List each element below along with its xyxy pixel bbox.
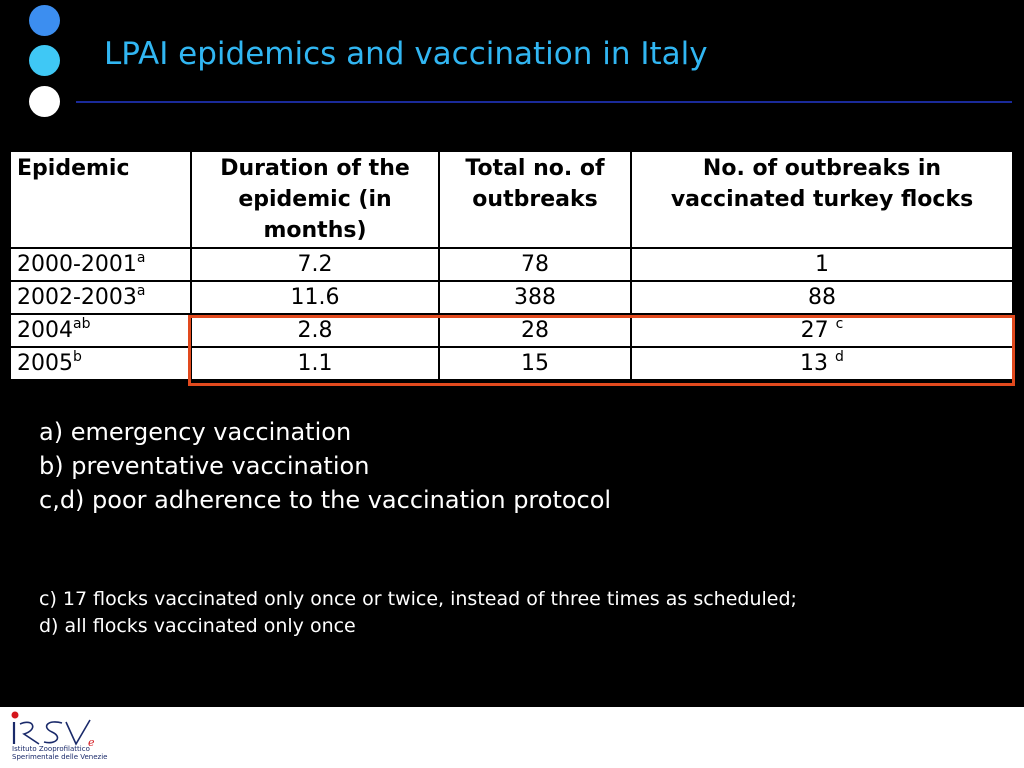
cell-duration: 11.6 <box>191 281 439 314</box>
footnote-marker: c <box>835 316 844 332</box>
decor-dot-white <box>29 86 60 117</box>
footer-bar <box>0 707 1024 768</box>
cell-epidemic: $2004^{ab}$ <box>10 314 191 347</box>
footnote-marker: a <box>136 283 146 299</box>
cell-vaccinated: 13 $^d$ <box>631 347 1013 380</box>
slide-title: LPAI epidemics and vaccination in Italy <box>104 36 708 72</box>
footnote-marker: d <box>835 349 844 365</box>
note-a: a) emergency vaccination <box>39 418 352 446</box>
cell-epidemic: 2002-2003$^a$ <box>10 281 191 314</box>
cell-total: 28 <box>439 314 631 347</box>
note-b: b) preventative vaccination <box>39 452 370 480</box>
title-underline <box>76 101 1012 103</box>
header-vaccinated-outbreaks: No. of outbreaks in vaccinated turkey flocks <box>631 151 1013 248</box>
logo-caption: Istituto Zooprofilattico Sperimentale delle Venezie <box>12 745 108 761</box>
header-duration: Duration of the epidemic (in months) <box>191 151 439 248</box>
table-row <box>10 248 1013 281</box>
footnote-marker: a <box>136 250 146 266</box>
note-c: c) 17 flocks vaccinated only once or twice, instead of three times as scheduled; <box>39 588 797 610</box>
cell-total: 15 <box>439 347 631 380</box>
header-total-outbreaks: Total no. of outbreaks <box>439 151 631 248</box>
footnote-marker: b <box>73 349 82 365</box>
table-row <box>10 347 1013 380</box>
decor-dot-cyan <box>29 45 60 76</box>
note-cd: c,d) poor adherence to the vaccination protocol <box>39 486 612 514</box>
table-header-row <box>10 151 1013 248</box>
cell-total: 78 <box>439 248 631 281</box>
cell-duration: 1.1 <box>191 347 439 380</box>
footnotes-detail <box>39 586 797 640</box>
cell-duration: 2.8 <box>191 314 439 347</box>
cell-total: 388 <box>439 281 631 314</box>
cell-epidemic: 2000-2001$^a$ <box>10 248 191 281</box>
table-row <box>10 314 1013 347</box>
footnotes-main <box>39 415 611 517</box>
cell-vaccinated: 27 $^c$ <box>631 314 1013 347</box>
note-d: d) all flocks vaccinated only once <box>39 615 356 637</box>
cell-vaccinated: 88 <box>631 281 1013 314</box>
cell-epidemic: 2005$^b$ <box>10 347 191 380</box>
cell-vaccinated: 1 <box>631 248 1013 281</box>
footnote-marker: ab <box>73 316 91 332</box>
header-epidemic: Epidemic <box>10 151 191 248</box>
outbreaks-table <box>9 150 1014 381</box>
table-row <box>10 281 1013 314</box>
svg-text:e: e <box>88 736 95 749</box>
decor-dot-blue <box>29 5 60 36</box>
cell-duration: 7.2 <box>191 248 439 281</box>
